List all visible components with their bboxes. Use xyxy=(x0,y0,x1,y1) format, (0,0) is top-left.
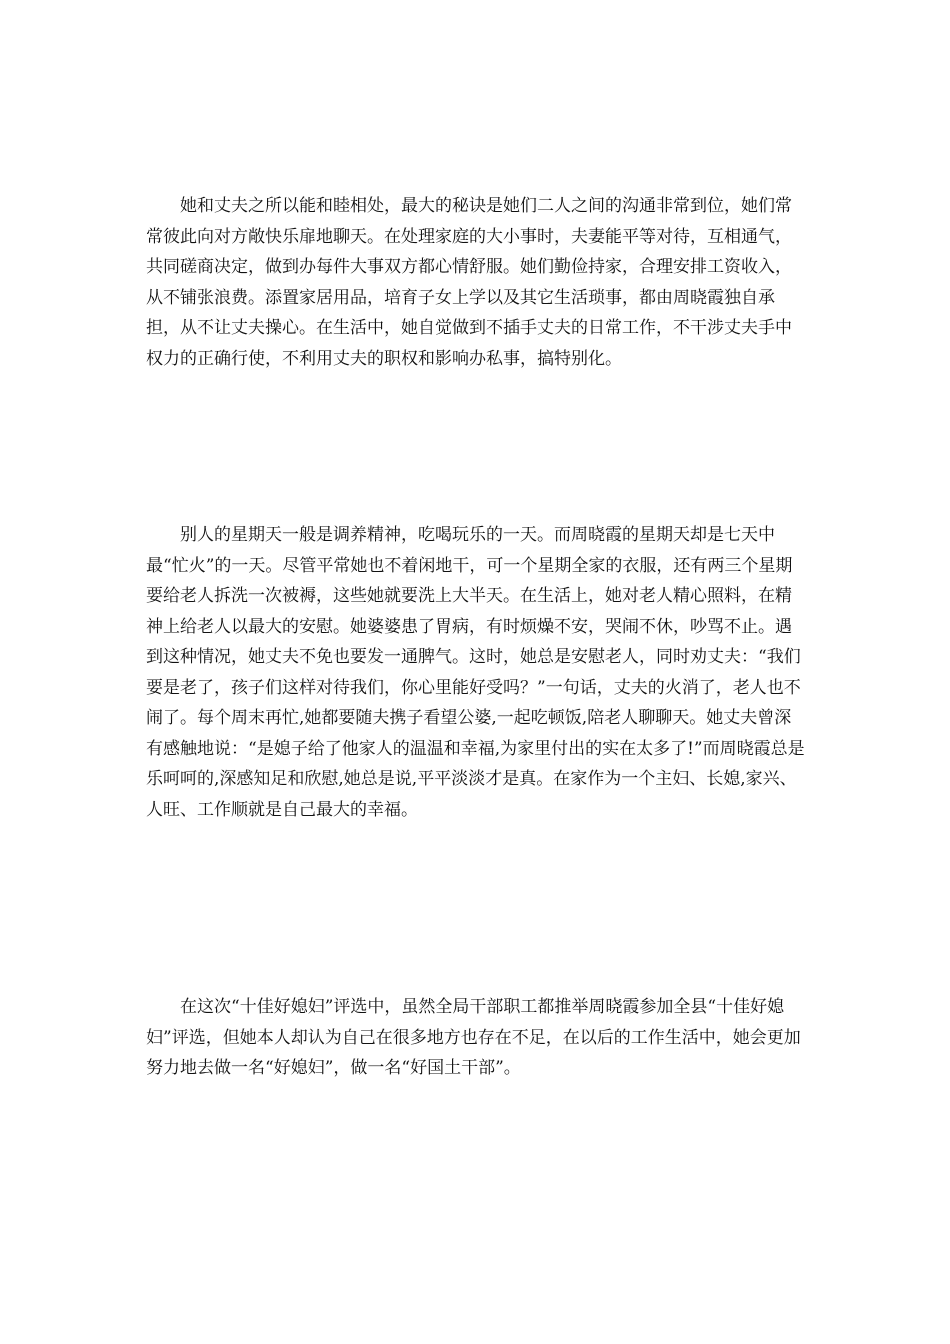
paragraph-selection: 在这次“十佳好媳妇”评选中，虽然全局干部职工都推举周晓霞参加全县“十佳好媳妇”评选，但她本人却认为自己在很多地方也存在不足，在以后的工作生活中，她会更加努力地去做一名“好媳妇”，做一名“好国土干部”。 xyxy=(146,997,801,1078)
paragraph-communication: 她和丈夫之所以能和睦相处，最大的秘诀是她们二人之间的沟通非常到位，她们常常彼此向对方敞快乐扉地聊天。在处理家庭的大小事时，夫妻能平等对待，互相通气，共同磋商决定，做到办每件大事双方都心情舒服。她们勤俭持家，合理安排工资收入，从不铺张浪费。添置家居用品，培育子女上学以及其它生活琐事，都由周晓霞独自承担，从不让丈夫操心。在生活中，她自觉做到不插手丈夫的日常工作，不干涉丈夫手中权力的正确行使，不利用丈夫的职权和影响办私事，搞特别化。 xyxy=(146,196,792,369)
paragraph-sunday-care: 别人的星期天一般是调养精神，吃喝玩乐的一天。而周晓霞的星期天却是七天中最“忙火”的一天。尽管平常她也不着闲地干，可一个星期全家的衣服，还有两三个星期要给老人拆洗一次被褥，这些她就要洗上大半天。在生活上，她对老人精心照料，在精神上给老人以最大的安慰。她婆婆患了胃病，有时烦燥不安，哭闹不休，吵骂不止。遇到这种情况，她丈夫不免也要发一通脾气。这时，她总是安慰老人，同时劝丈夫：“我们要是老了，孩子们这样对待我们，你心里能好受吗？”一句话，丈夫的火消了，老人也不闹了。每个周末再忙,她都要随夫携子看望公婆,一起吃顿饭,陪老人聊聊天。她丈夫曾深有感触地说：“是媳子给了他家人的温温和幸福,为家里付出的实在太多了!”而周晓霞总是乐呵呵的,深感知足和欣慰,她总是说,平平淡淡才是真。在家作为一个主妇、长媳,家兴、人旺、工作顺就是自己最大的幸福。 xyxy=(146,525,805,820)
